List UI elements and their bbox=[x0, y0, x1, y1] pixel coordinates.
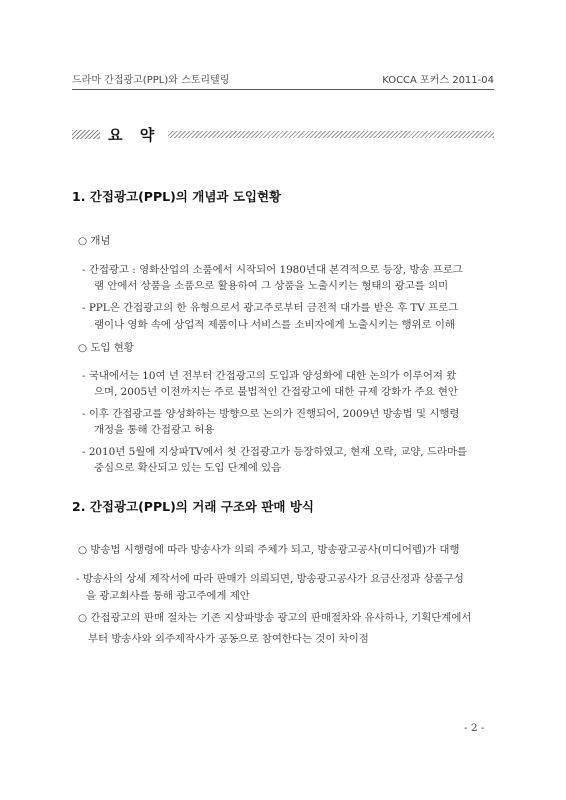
list-item-continued: 부터 방송사와 외주제작사가 공동으로 참여한다는 것이 차이점 bbox=[88, 633, 369, 645]
list-item: - 이후 간접광고를 양성화하는 방향으로 논의가 진행되어, 2009년 방송법 및 시행령 bbox=[82, 408, 460, 420]
bullet-concept: ○ 개념 bbox=[78, 235, 111, 247]
list-item: - 간접광고 : 영화산업의 소품에서 시작되어 1980년대 본격적으로 등장, 방송 프로그 bbox=[82, 264, 463, 276]
summary-heading bbox=[72, 124, 494, 144]
list-item-continued: 으며, 2005년 이전까지는 주로 불법적인 간접광고에 대한 규제 강화가 주요 현안 bbox=[94, 386, 458, 398]
list-item-continued: 램 안에서 상품을 소품으로 활용하여 그 상품을 노출시키는 형태의 광고를 의미 bbox=[94, 280, 449, 292]
bullet-sales-process: ○ 간접광고의 판매 절차는 기존 지상파방송 광고의 판매절차와 유사하나, 기획단계에서 bbox=[78, 612, 472, 624]
list-item-continued: 램이나 영화 속에 상업적 제품이나 서비스를 소비자에게 노출시키는 행위로 이해 bbox=[94, 319, 455, 331]
page-header bbox=[72, 68, 494, 90]
list-item: - PPL은 간접광고의 한 유형으로서 광고주로부터 금전적 대가를 받은 후 TV 프로그 bbox=[82, 302, 459, 314]
section-2-title: 2. 간접광고(PPL)의 거래 구조와 판매 방식 bbox=[72, 499, 314, 514]
list-item: - 방송사의 상세 제작서에 따라 판매가 의뢰되면, 방송광고공사가 요금산정과 상품구성 bbox=[76, 573, 464, 585]
list-item: - 2010년 5월에 지상파TV에서 첫 간접광고가 등장하였고, 현재 오락, 교양, 드라마를 bbox=[82, 446, 468, 458]
bullet-legal-basis: ○ 방송법 시행령에 따라 방송사가 의뢰 주체가 되고, 방송광고공사(미디어렙)가 대행 bbox=[78, 544, 460, 556]
list-item-continued: 중심으로 확산되고 있는 도입 단계에 있음 bbox=[94, 462, 282, 474]
header-right-title: KOCCA 포커스 2011-04 bbox=[382, 75, 494, 86]
page-number: - 2 - bbox=[464, 722, 485, 734]
section-1-title: 1. 간접광고(PPL)의 개념과 도입현황 bbox=[72, 189, 282, 204]
list-item: - 국내에서는 10여 년 전부터 간접광고의 도입과 양성화에 대한 논의가 이루어져 왔 bbox=[82, 370, 457, 382]
list-item-continued: 개정을 통해 간접광고 허용 bbox=[94, 424, 215, 436]
header-left-title: 드라마 간접광고(PPL)와 스토리텔링 bbox=[72, 75, 230, 86]
list-item-continued: 을 광고회사를 통해 광고주에게 제안 bbox=[86, 590, 250, 602]
summary-title: 요 약 bbox=[108, 125, 161, 144]
hatch-decoration-left bbox=[72, 130, 100, 139]
bullet-status: ○ 도입 현황 bbox=[78, 342, 134, 354]
hatch-decoration-right bbox=[168, 131, 494, 138]
